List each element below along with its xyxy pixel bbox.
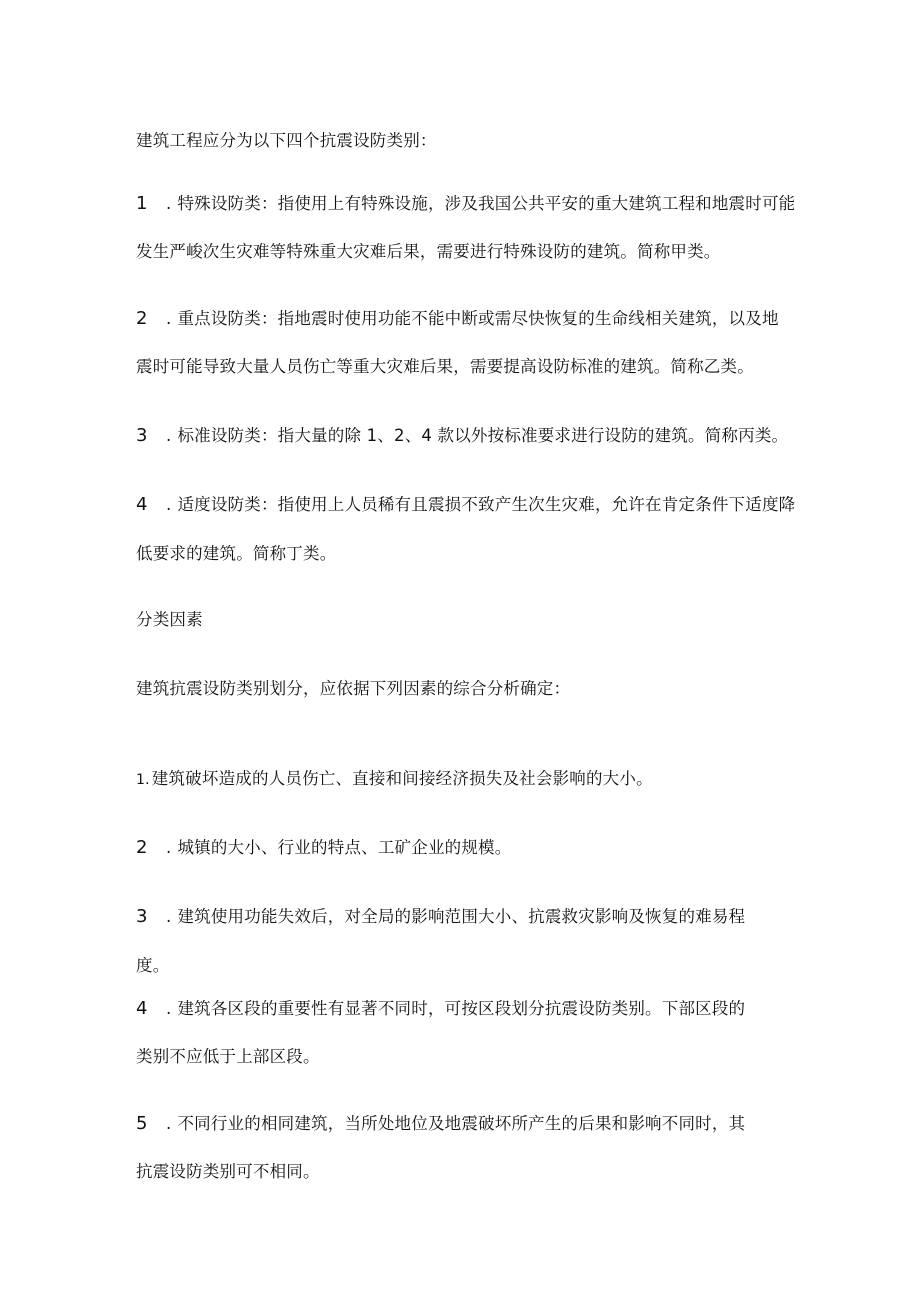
category-3-number: 3 [136,425,148,446]
category-4-line-1 [136,494,795,516]
factor-4-line-1 [136,998,745,1020]
factor-5-separator: . [166,1114,172,1133]
category-2-line-1 [136,308,779,330]
factor-2-text: 城镇的大小、行业的特点、工矿企业的规模。 [177,838,512,857]
factor-3-line-1 [136,906,745,928]
factor-1-number: 1. [136,772,150,788]
factor-3-line-2: 度。 [136,956,170,975]
section-intro: 建筑抗震设防类别划分，应依据下列因素的综合分析确定： [136,679,571,698]
factor-3-separator: . [166,907,172,926]
category-4-text: 适度设防类：指使用上人员稀有且震损不致产生次生灾难，允许在肯定条件下适度降 [177,495,796,514]
category-1-line-2: 发生严峻次生灾难等特殊重大灾难后果，需要进行特殊设防的建筑。简称甲类。 [136,242,721,261]
factor-5-line-1 [136,1113,745,1135]
factor-1-line-1 [136,768,653,791]
category-2-text: 重点设防类：指地震时使用功能不能中断或需尽快恢复的生命线相关建筑，以及地 [177,309,779,328]
category-2-separator: . [166,309,172,328]
category-4-number: 4 [136,494,148,515]
factor-3-text: 建筑使用功能失效后，对全局的影响范围大小、抗震救灾影响及恢复的难易程 [177,907,746,926]
factor-5-text: 不同行业的相同建筑，当所处地位及地震破坏所产生的后果和影响不同时，其 [177,1114,746,1133]
category-3-text: 标准设防类：指大量的除 1、2、4 款以外按标准要求进行设防的建筑。简称丙类。 [177,426,789,445]
factor-2-line-1 [136,837,511,859]
category-2-line-2: 震时可能导致大量人员伤亡等重大灾难后果，需要提高设防标准的建筑。简称乙类。 [136,357,754,376]
factor-5-line-2: 抗震设防类别可不相同。 [136,1162,320,1181]
category-4-separator: . [166,495,172,514]
factor-4-line-2: 类别不应低于上部区段。 [136,1047,320,1066]
category-2-number: 2 [136,308,148,329]
factor-3-number: 3 [136,906,148,927]
category-1-text: 特殊设防类：指使用上有特殊设施，涉及我国公共平安的重大建筑工程和地震时可能 [177,194,796,213]
factor-2-number: 2 [136,837,148,858]
factor-2-separator: . [166,838,172,857]
factor-4-text: 建筑各区段的重要性有显著不同时，可按区段划分抗震设防类别。下部区段的 [177,999,746,1018]
category-3-separator: . [166,426,172,445]
category-3-line-1 [136,425,788,447]
category-4-line-2: 低要求的建筑。简称丁类。 [136,544,337,563]
intro-text: 建筑工程应分为以下四个抗震设防类别： [136,131,437,150]
section-title: 分类因素 [136,610,203,629]
factor-4-number: 4 [136,998,148,1019]
category-1-separator: . [166,194,172,213]
factor-1-text: 建筑破坏造成的人员伤亡、直接和间接经济损失及社会影响的大小。 [151,769,653,788]
category-1-number: 1 [136,193,148,214]
factor-5-number: 5 [136,1113,148,1134]
category-1-line-1 [136,193,795,215]
factor-4-separator: . [166,999,172,1018]
